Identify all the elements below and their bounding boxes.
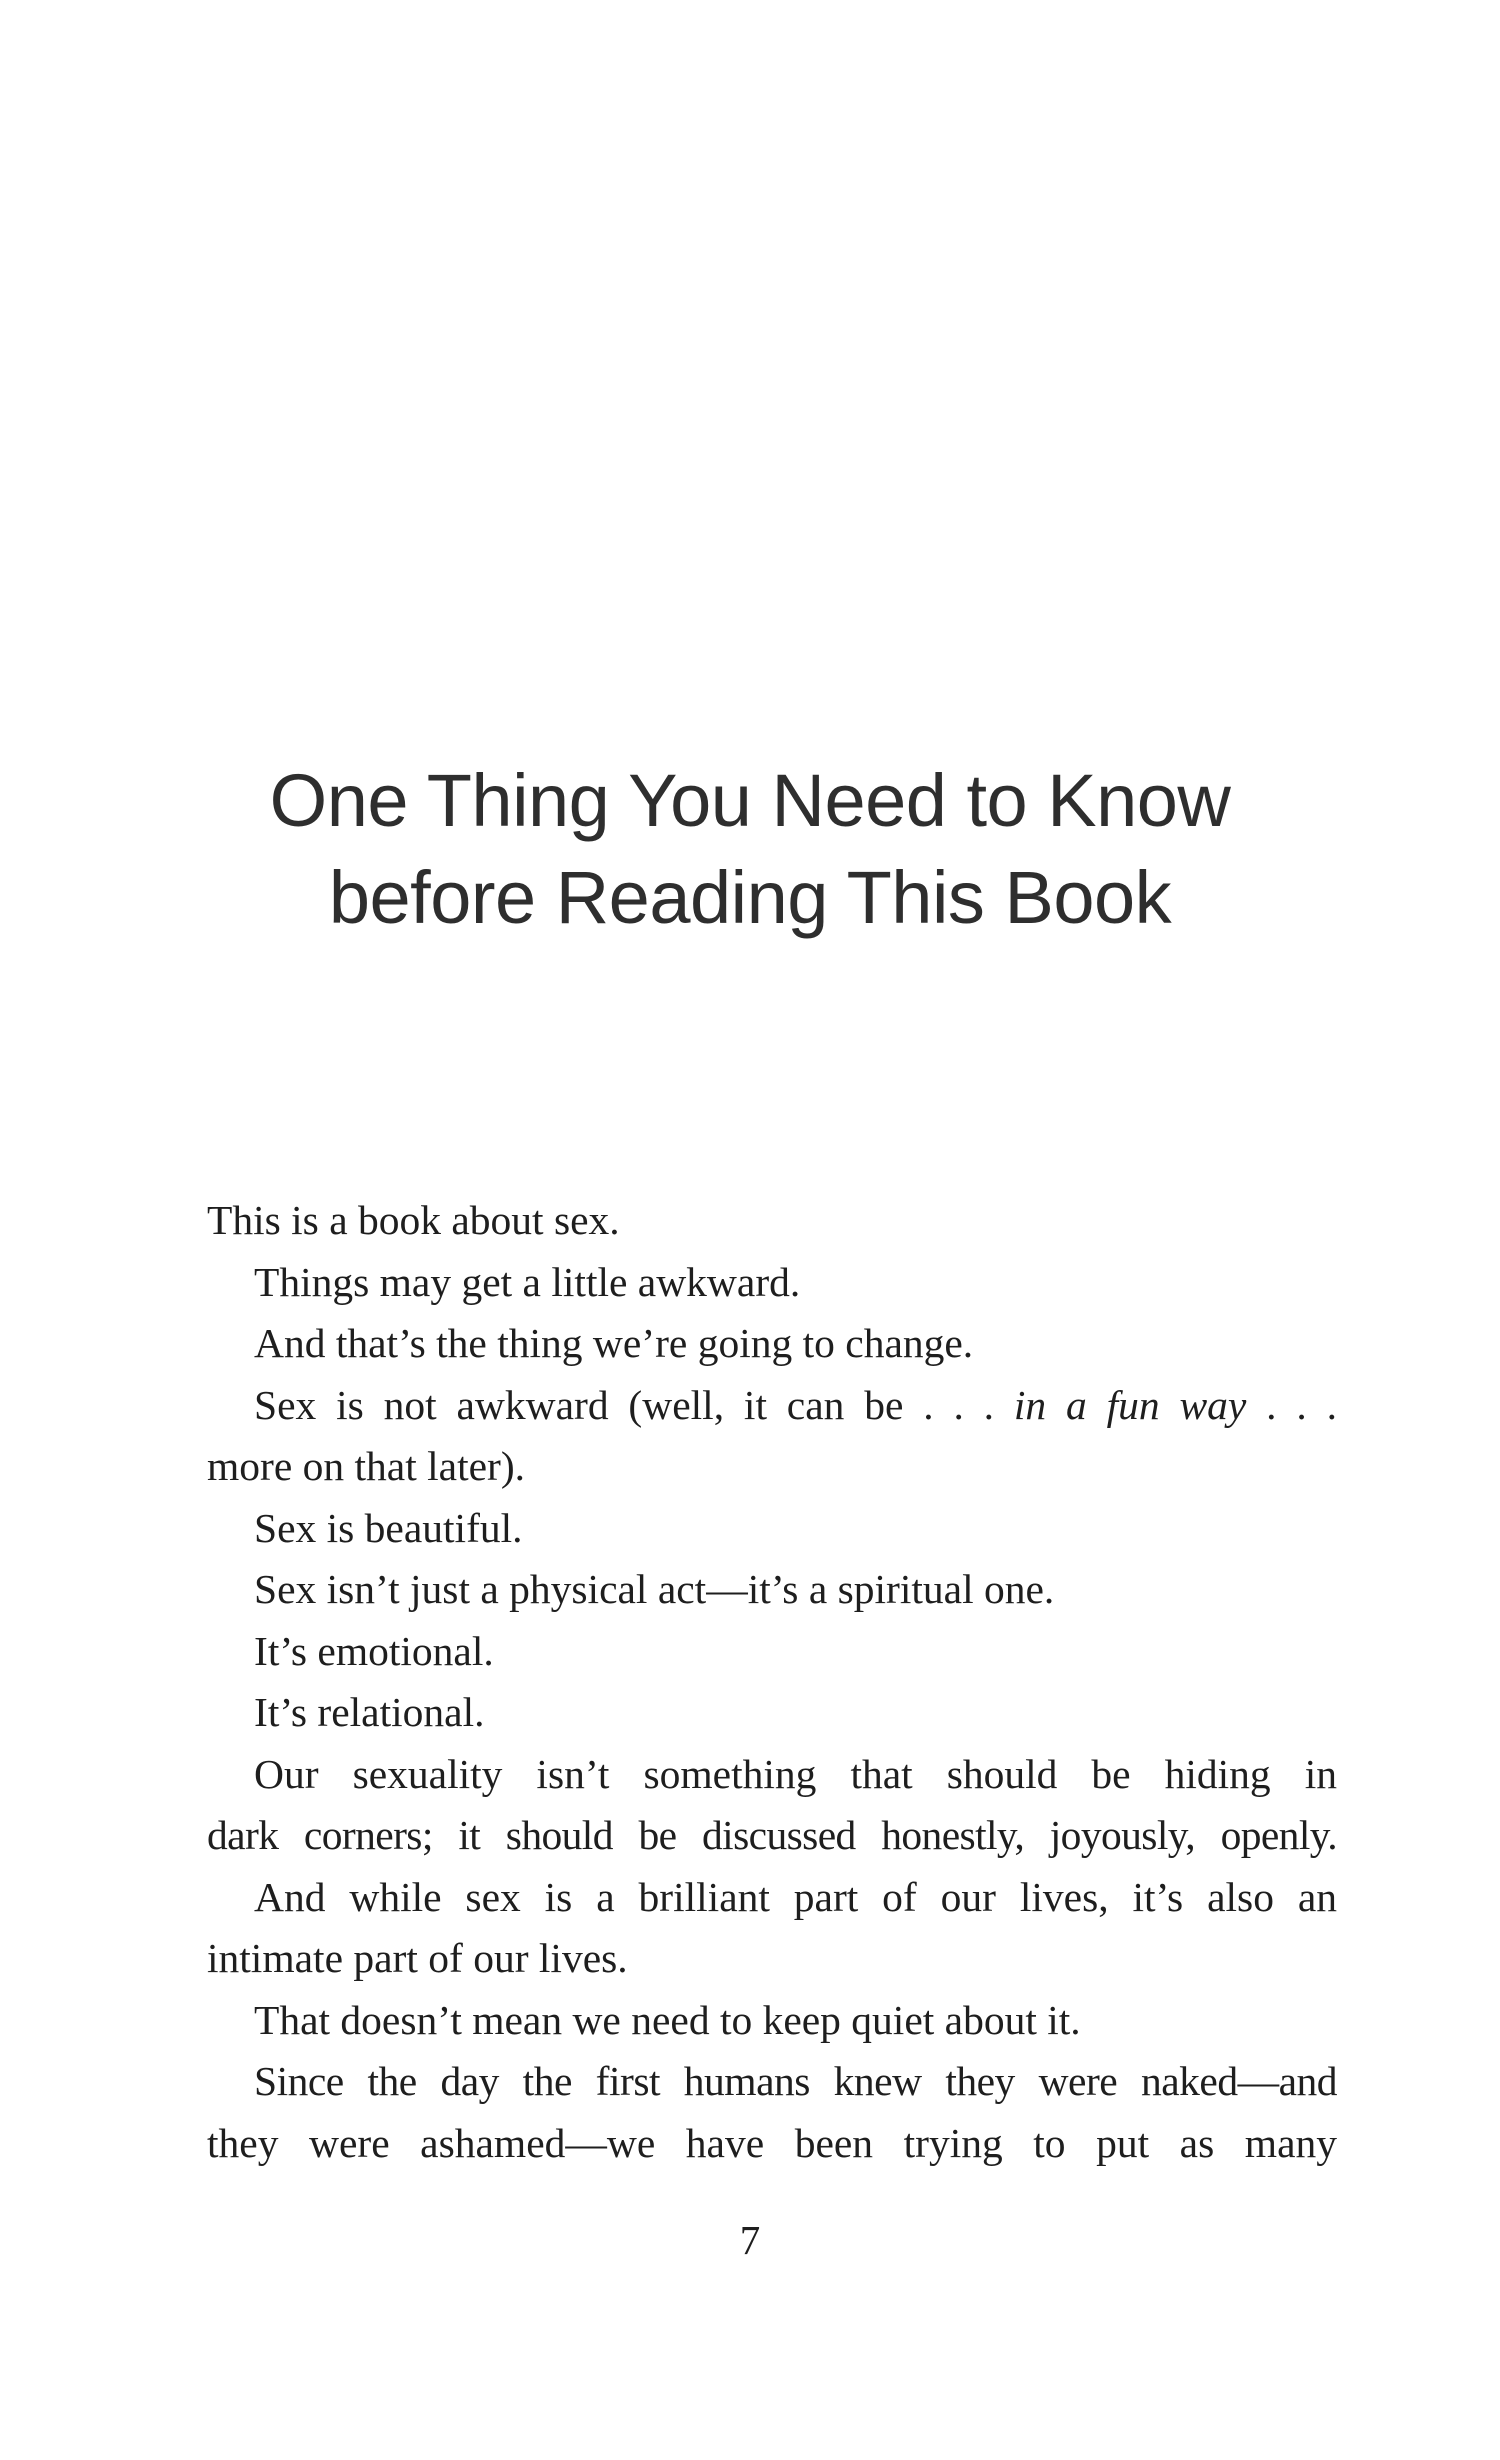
text-line: dark corners; it should be discussed honestly, joyously, openly. [207, 1812, 1337, 1858]
body-text [207, 1190, 1337, 2174]
text-line: they were ashamed—we have been trying to put as many [207, 2119, 1337, 2166]
text-line: It’s relational. [254, 1689, 485, 1735]
text-segment: . . . [1246, 1381, 1337, 1428]
page-number: 7 [739, 2217, 761, 2263]
text-line: intimate part of our lives. [207, 1935, 628, 1981]
text-line: Sex is beautiful. [254, 1504, 523, 1551]
text-line: Since the day the first humans knew they were naked—and [254, 2058, 1337, 2104]
chapter-title [0, 752, 1500, 946]
text-line: And that’s the thing we’re going to change. [254, 1320, 974, 1366]
chapter-title-line-2: before Reading This Book [328, 856, 1172, 939]
text-line: Things may get a little awkward. [254, 1258, 801, 1305]
text-line: Sex isn’t just a physical act—it’s a spiritual one. [254, 1566, 1055, 1612]
text-line: That doesn’t mean we need to keep quiet about it. [254, 1996, 1081, 2043]
text-line: This is a book about sex. [207, 1197, 620, 1243]
text-line: And while sex is a brilliant part of our lives, it’s also an [254, 1873, 1337, 1920]
italic-phrase: in a fun way [1013, 1381, 1247, 1428]
text-line: It’s emotional. [254, 1627, 494, 1674]
text-segment: Sex is not awkward (well, it can be . . . [254, 1381, 1014, 1428]
text-line: Our sexuality isn’t something that should be hiding in [254, 1750, 1337, 1797]
text-line: more on that later). [207, 1443, 526, 1489]
text-line [207, 1375, 1337, 1437]
chapter-title-line-1: One Thing You Need to Know [269, 759, 1231, 842]
